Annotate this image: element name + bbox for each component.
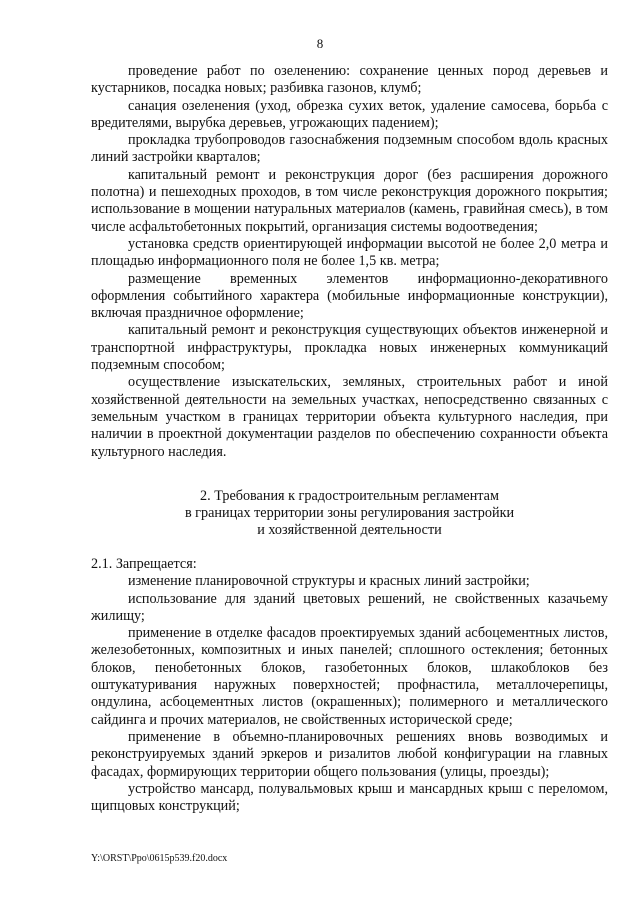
list-item: установка средств ориентирующей информации высотой не более 2,0 метра и площадью информационного поля не более 1,5 кв. метра;: [91, 235, 608, 270]
footer-file-path: Y:\ORST\Ppo\0615p539.f20.docx: [91, 853, 228, 864]
section-heading-line: и хозяйственной деятельности: [257, 522, 442, 538]
list-item: капитальный ремонт и реконструкция существующих объектов инженерной и транспортной инфраструктуры, прокладка новых инженерных коммуникаций подземным способом;: [91, 322, 608, 374]
permitted-works-list: [91, 63, 608, 461]
list-item: санация озеленения (уход, обрезка сухих веток, удаление самосева, борьба с вредителями, вырубка деревьев, угрожающих падением);: [91, 97, 608, 131]
page-number: 8: [316, 36, 324, 51]
list-item: прокладка трубопроводов газоснабжения подземным способом вдоль красных линий застройки кварталов;: [91, 132, 608, 166]
list-item: изменение планировочной структуры и красных линий застройки;: [128, 573, 530, 590]
list-item: размещение временных элементов информационно-декоративного оформления событийного характера (мобильные информационные конструкции), включая праздничное оформление;: [91, 270, 608, 322]
section-heading: [91, 488, 608, 539]
section-heading-line: 2. Требования к градостроительным регламентам: [200, 488, 499, 504]
list-item: устройство мансард, полувальмовых крыш и мансардных крыш с переломом, щипцовых конструкций;: [91, 780, 608, 815]
list-item: осуществление изыскательских, земляных, строительных работ и иной хозяйственной деятельности на земельных участках, непосредственно связанных с земельным участком в границах территории объекта культурного наследия, при наличии в проектной документации разделов по обеспечению сохранности объекта культурного наследия.: [91, 374, 608, 460]
list-item: капитальный ремонт и реконструкция дорог (без расширения дорожного полотна) и пешеходных проходов, в том числе реконструкция дорожного покрытия; использование в мощении натуральных материалов (камень, гравийная смесь), в том числе асфальтобетонных покрытий, организация системы водоотведения;: [91, 166, 608, 235]
subsection-title: 2.1. Запрещается:: [91, 556, 197, 572]
section-heading-line: в границах территории зоны регулирования застройки: [184, 505, 515, 521]
list-item: проведение работ по озеленению: сохранение ценных пород деревьев и кустарников, посадка новых; разбивка газонов, клумб;: [91, 63, 608, 97]
prohibitions-list: [91, 556, 608, 815]
list-item: применение в отделке фасадов проектируемых зданий асбоцементных листов, железобетонных, композитных и иных панелей; сплошного остекления; бетонных блоков, пенобетонных блоков, газобетонных блоков, шлакоблоков без оштукатуривания наружных поверхностей; профнастила, металлочерепицы, ондулина, асбоцементных листов (окрашенных); полимерного и металлического сайдинга и прочих материалов, не свойственных исторической среде;: [91, 625, 608, 728]
list-item: применение в объемно-планировочных решениях вновь возводимых и реконструируемых зданий эркеров и ризалитов любой конфигурации на главных фасадах, формирующих территории общего пользования (улицы, проезды);: [91, 728, 608, 780]
list-item: использование для зданий цветовых решений, не свойственных казачьему жилищу;: [91, 590, 608, 624]
